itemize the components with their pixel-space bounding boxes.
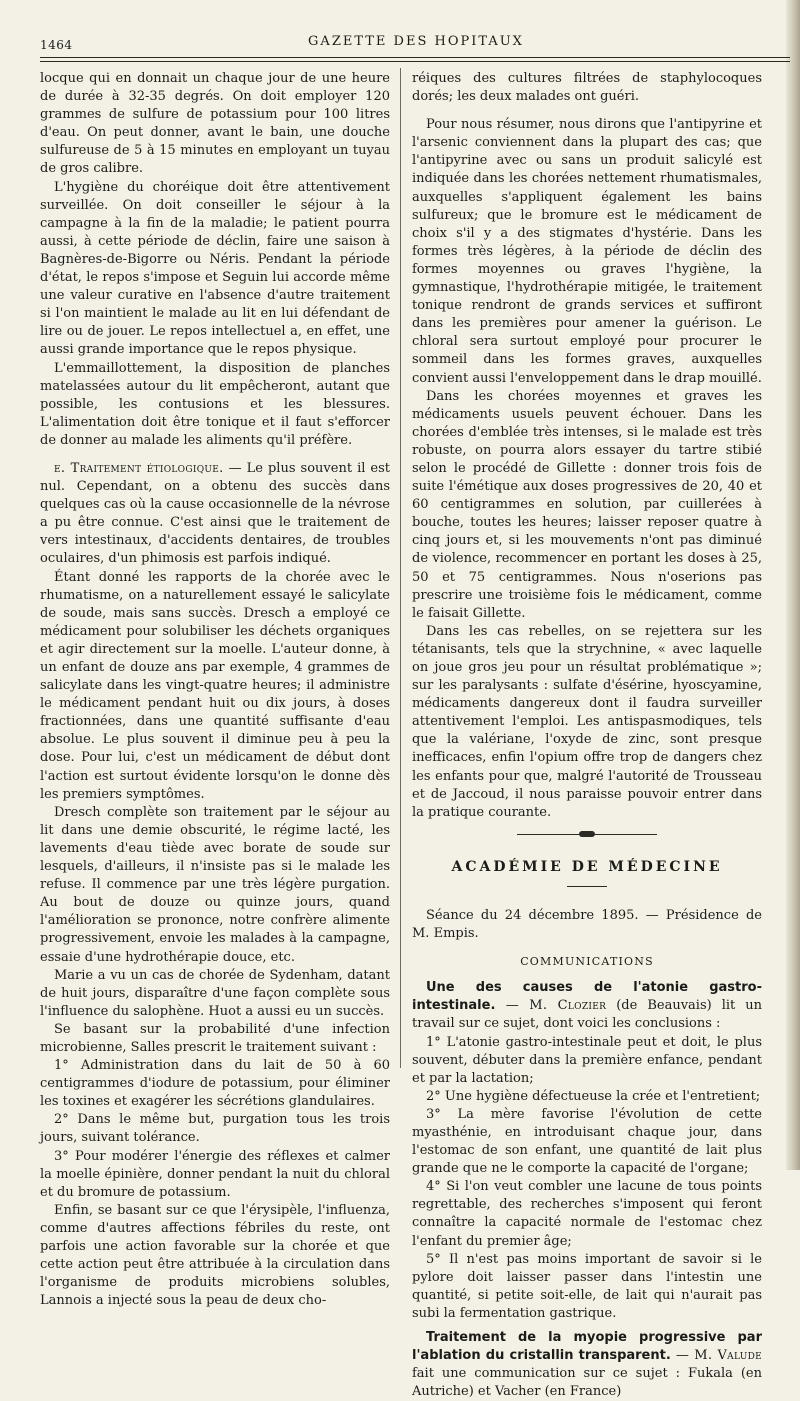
list-item: 3° Pour modérer l'énergie des réflexes et calmer la moelle épinière, donner pendant la nuit du chloral et du bromure de potassium.: [40, 1148, 390, 1200]
paragraph: Enfin, se basant sur ce que l'érysipèle, l'influenza, comme d'autres affections fébriles du reste, ont parfois une action favorable sur la chorée et que cette action peut être attribuée à la circulation dans l'organisme de produits microbiens solubles, Lannois a injecté sous la peau de deux cho-: [40, 1202, 390, 1309]
paragraph: Se basant sur la probabilité d'une infection microbienne, Salles prescrit le traitement suivant :: [40, 1021, 390, 1055]
left-column: [40, 70, 390, 1310]
paragraph: Marie a vu un cas de chorée de Sydenham, datant de huit jours, disparaître d'une façon complète sous l'influence du salophène. Huot a aussi eu un succès.: [40, 967, 390, 1019]
paragraph: L'emmaillottement, la disposition de planches matelassées autour du lit empêcheront, autant que possible, les contusions et les blessures. L'alimentation doit être tonique et il faut s'efforcer de donner au malade les aliments qu'il préfère.: [40, 360, 390, 448]
paragraph: Pour nous résumer, nous dirons que l'antipyrine et l'arsenic conviennent dans la plupart des cas; que l'antipyrine avec ou sans un produit salicylé est indiquée dans les chorées nettement rhumatismales, auxquelles s'appliquent également les bains sulfureux; que le bromure est le médicament de choix s'il y a des stigmates d'hystérie. Dans les formes très légères, à la période de déclin des formes moyennes ou graves l'hygiène, la gymnastique, l'hydrothérapie mitigée, le traitement tonique rendront de grands services et suffiront dans les premières pour amener la guérison. Le chloral sera surtout employé pour procurer le sommeil dans les formes graves, auxquelles convient aussi l'enveloppement dans le drap mouillé.: [412, 117, 762, 386]
right-column: [412, 70, 762, 1401]
paragraph: L'hygiène du choréique doit être attentivement surveillée. On doit conseiller le séjour à la campagne à la fin de la maladie; le patient pourra aussi, à cette période de déclin, faire une saison à Bagnères-de-Bigorre ou Néris. Pendant la période d'état, le repos s'impose et Seguin lui accorde même une valeur curative en l'absence d'autre traitement si l'on maintient le malade au lit en lui défendant de lire ou de jouer. Le repos intellectuel a, en effet, une aussi grande importance que le repos physique.: [40, 179, 390, 358]
paragraph: locque qui en donnait un chaque jour de une heure de durée à 32-35 degrés. On doit employer 120 grammes de sulfure de potassium pour 100 litres d'eau. On peut donner, avant le bain, une douche sulfureuse de 5 à 15 minutes en employant un tuyau de gros calibre.: [40, 71, 390, 177]
communication-author: — M. Clozier: [495, 998, 607, 1014]
subsection-label: e. Traitement étiologique.: [54, 460, 224, 476]
paragraph: Dans les cas rebelles, on se rejettera sur les tétanisants, tels que la strychnine, « avec laquelle on joue gros jeu pour un résultat problématique »; sur les paralysants : sulfate d'ésérine, hyoscyamine, médicaments dangereux dont il faudra surveiller attentivement l'emploi. Les antispasmodiques, tels que la valériane, l'oxyde de zinc, sont presque inefficaces, enfin l'opium offre trop de dangers chez les enfants pour que, malgré l'autorité de Trousseau et de Jaccoud, il nous paraisse pouvoir entrer dans la pratique courante.: [412, 623, 762, 820]
header-rule-thick: [40, 57, 790, 58]
paragraph: réiques des cultures filtrées de staphylocoques dorés; les deux malades ont guéri.: [412, 71, 762, 105]
list-item: 3° La mère favorise l'évolution de cette myasthénie, en introduisant chaque jour, dans l'estomac de son enfant, une quantité de lait plus grande que ne le comporte la capacité de l'organe;: [412, 1106, 762, 1177]
paragraph-text: — Le plus souvent il est nul. Cependant, on a obtenu des succès dans quelques cas où la cause occasionnelle de la névrose a pu être connue. C'est ainsi que le traitement de vers intestinaux, d'accidents dentaires, de troubles oculaires, d'un phimosis est parfois indiqué.: [40, 460, 390, 567]
paragraph: Dans les chorées moyennes et graves les médicaments usuels peuvent échouer. Dans les chorées d'emblée très intenses, si le malade est très robuste, on pourra alors essayer du tartre stibié selon le procédé de Gillette : donner trois fois de suite l'émétique aux doses progressives de 20, 40 et 60 centigrammes en solution, par cuillerées à bouche, toutes les heures; laisser reposer quatre à cinq jours et, si les mouvements n'ont pas diminué de violence, recommencer en portant les doses à 25, 50 et 75 centigrammes. Nous n'oserions pas prescrire une troisième fois le médicament, comme le faisait Gillette.: [412, 388, 762, 621]
column-divider: [400, 68, 401, 1068]
list-item: 1° Administration dans du lait de 50 à 60 centigrammes d'iodure de potassium, pour éliminer les toxines et exagérer les sécrétions glandulaires.: [40, 1058, 390, 1110]
paragraph: Dresch complète son traitement par le séjour au lit dans une demie obscurité, le régime lacté, les lavements d'eau tiède avec borate de soude sur lesquels, d'ailleurs, il n'insiste pas si le malade les refuse. Il commence par une très légère purgation. Au bout de douze ou quinze jours, quand l'amélioration se prononce, notre confrère alimente progressivement, envoie les malades à la campagne, essaie d'une hydrothérapie douce, etc.: [40, 804, 390, 965]
paragraph: Étant donné les rapports de la chorée avec le rhumatisme, on a naturellement essayé le salicylate de soude, mais sans succès. Dresch a employé ce médicament pour solubiliser les déchets organiques et agir directement sur la moelle. L'auteur donne, à un enfant de douze ans par exemple, 4 grammes de salicylate dans les vingt-quatre heures; il administre le médicament pendant huit ou dix jours, à doses fractionnées, dans une quantité suffisante d'eau absolue. Le plus souvent il diminue peu à peu la dose. Pour lui, c'est un médicament de début dont l'action est surtout évidente lorsqu'on le donne dès les premiers symptômes.: [40, 569, 390, 802]
communication-2: [412, 1329, 762, 1401]
section-title: ACADÉMIE DE MÉDECINE: [451, 858, 723, 875]
journal-title: GAZETTE DES HOPITAUX: [308, 34, 524, 49]
list-item: 2° Dans le même but, purgation tous les trois jours, suivant tolérance.: [40, 1112, 390, 1146]
communication-text: (de Beauvais) lit un travail sur ce sujet, dont voici les conclusions :: [412, 998, 762, 1032]
page-number: 1464: [40, 38, 73, 52]
paragraph-etiologic: [40, 460, 390, 569]
page-header: [40, 34, 792, 54]
seance-line: Séance du 24 décembre 1895. — Présidence de M. Empis.: [412, 907, 762, 942]
communication-author: — M. Valude: [670, 1348, 763, 1364]
section-ornament: [517, 832, 657, 836]
communication-text: fait une communication sur ce sujet : Fukala (en Autriche) et Vacher (en France): [412, 1366, 762, 1400]
communication-title: Traitement de la myopie progressive par l'ablation du cristallin transparent.: [412, 1330, 762, 1364]
communication-title: Une des causes de l'atonie gastro-intestinale.: [412, 980, 762, 1014]
list-item: 4° Si l'on veut combler une lacune de tous points regrettable, des recherches s'imposent qui feront connaître la capacité normale de l'estomac chez l'enfant du premier âge;: [412, 1179, 762, 1249]
header-rule-thin: [40, 61, 790, 62]
communications-heading: COMMUNICATIONS: [520, 955, 654, 969]
list-item: 1° L'atonie gastro-intestinale peut et doit, le plus souvent, débuter dans la première enfance, pendant et par la lactation;: [412, 1034, 762, 1086]
communication-1: [412, 979, 762, 1033]
section-rule: [567, 886, 607, 887]
list-item: 2° Une hygiène défectueuse la crée et l'entretient;: [426, 1088, 761, 1104]
list-item: 5° Il n'est pas moins important de savoir si le pylore doit laisser passer dans l'intestin une quantité, si petite soit-elle, de lait qui n'aurait pas subi la fermentation gastrique.: [412, 1251, 762, 1321]
page-spine-shadow: [786, 0, 800, 1170]
